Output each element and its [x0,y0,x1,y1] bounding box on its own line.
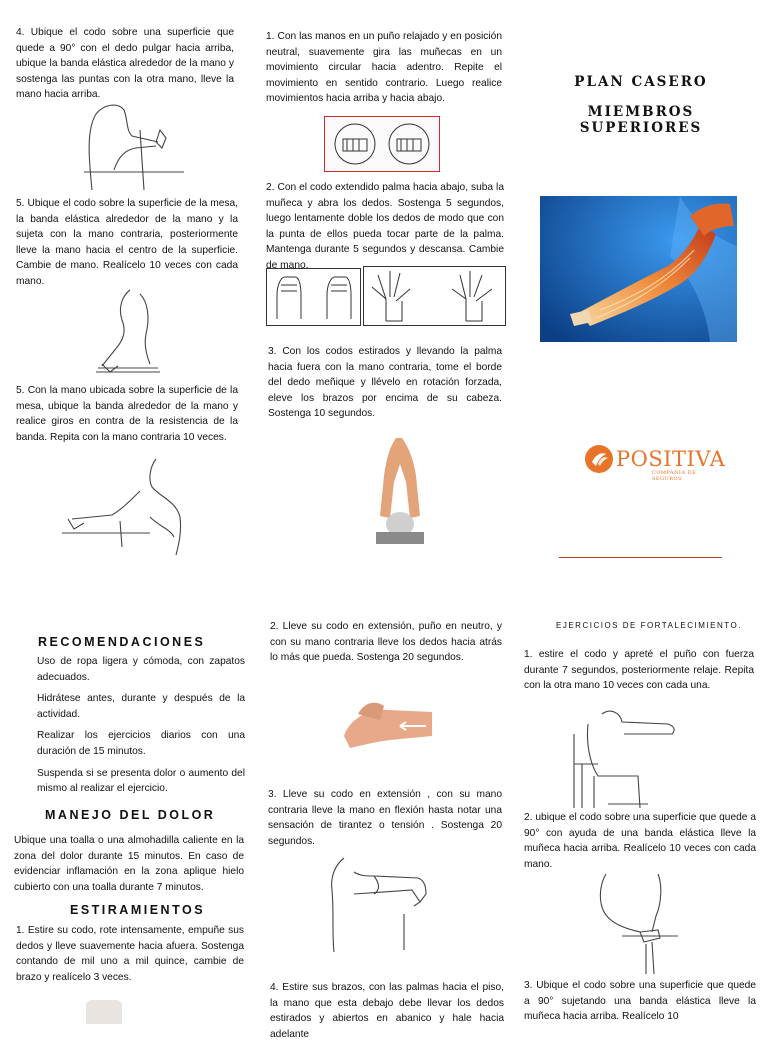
exercise-2-text: 2. Con el codo extendido palma hacia abajo, suba la muñeca y abra los dedos. Sostenga 5 segundos, luego lentamente doble los dedos de modo que con la punta de ellos pueda tocar parte de la palma. Mantenga durante 5 segundos y descansa. Cambie de mano. [266,182,504,271]
stretch-1-text: 1. Estire su codo, rote intensamente, empuñe sus dedos y lleve suavemente hacia afuera. Sostenga contando de mil uno a mil quince, cambie de brazo y realícelo 3 veces. [16,925,244,983]
divider-line [559,557,722,558]
exercise-4-text: 4. Ubique el codo sobre una superficie que quede a 90° con el dedo pulgar hacia arriba, ubique la banda elástica alrededor de la mano y sostenga las puntas con la otra mano, lleve la mano hacia arriba. [16,27,234,101]
pain-management-title: MANEJO DEL DOLOR [45,808,216,822]
arm-anatomy-image [540,196,737,342]
logo-name: POSITIVA [616,447,726,471]
strength-2-text: 2. ubique el codo sobre una superficie que quede a 90° con ayuda de una banda elástica lleve la muñeca hacia arriba. Realícelo 10 veces con cada mano. [524,812,756,870]
positiva-logo-icon [584,444,614,474]
recommendation-item: Uso de ropa ligera y cómoda, con zapatos adecuados. [37,656,245,683]
spread-fingers-image [363,266,506,326]
fists-icon [325,117,439,171]
positiva-logo [580,440,726,482]
exercise-1-text: 1. Con las manos en un puño relajado y en posición neutral, suavemente gira las muñecas en un movimiento circular hacia adentro. Repite el movimiento en sentido contrario. Luego realice movimientos hacia arriba y hacia abajo. [266,31,502,105]
stretching-title: ESTIRAMIENTOS [70,903,206,917]
stretch-photo-icon [86,1000,122,1024]
hands-icon [267,269,360,325]
stretch-4-text: 4. Estire sus brazos, con las palmas hacia el piso, la mano que esta debajo debe llevar los dedos estirados y abiertos en abanico y hale hacia adelante [270,982,504,1040]
strength-3-text: 3. Ubique el codo sobre una superficie que quede a 90° sujetando una banda elástica lleve la muñeca hacia arriba. Realícelo 10 [524,980,756,1023]
recommendations-list [12,654,245,803]
exercise-5a-text: 5. Ubique el codo sobre la superficie de la mesa, la banda elástica alrededor de la mano y la sujeta con la mano contraria, posteriormente lleve la mano hacia el centro de la superficie. Cambie de mano. Realícelo 10 veces con cada mano. [16,198,238,287]
band-wrist-raise-image [582,872,690,976]
recommendation-item: Hidrátese antes, durante y después de la actividad. [37,693,245,720]
chair-arm-extension-image [568,704,680,810]
logo-subtitle: COMPAÑÍA DE SEGUROS [652,470,697,482]
wrist-flexion-image [314,854,438,954]
spread-hands-icon [364,267,505,325]
exercise-3-text: 3. Con los codos estirados y llevando la palma hacia fuera con la mano contraria, tome el borde del dedo meñique y llévelo en rotación forzada, eleve los brazos por encima de su cabeza. Sostenga 10 segundos. [268,346,502,420]
strength-title: EJERCICIOS DE FORTALECIMIENTO. [556,621,742,630]
open-hands-image [266,268,361,326]
recommendation-item: Realizar los ejercicios diarios con una duración de 15 minutos. [37,730,245,757]
band-pull-exercise-icon [88,288,168,380]
rotation-band-exercise-icon [60,457,188,557]
pain-management-text: Ubique una toalla o una almohadilla caliente en la zona del dolor durante 15 minutos. En caso de evidenciar inflamación en la zona aplique hielo cubierto con una toalla durante 7 minutos. [14,835,244,893]
stretch-3-text: 3. Lleve su codo en extensión , con su mano contraria lleve la mano en flexión hasta notar una sensación de tirantez o tensión . Sostenga 20 segundos. [268,789,502,847]
finger-extension-image [340,696,434,754]
strength-1-text: 1. estire el codo y apreté el puño con fuerza durante 7 segundos, posteriormente relaje. Repita con la otra mano 10 veces con cada una. [524,649,754,692]
recommendation-item: Suspenda si se presenta dolor o aumento del mismo al realizar el ejercicio. [37,767,245,795]
recommendations-title: RECOMENDACIONES [38,635,206,649]
plan-subtitle: MIEMBROS SUPERIORES [579,104,703,136]
elbow-band-exercise-icon [74,100,194,192]
wrist-circles-image [324,116,440,172]
exercise-5b-text: 5. Con la mano ubicada sobre la superficie de la mesa, ubique la banda alrededor de la mano y realice giros en contra de la resistencia de la banda. Repita con la mano contraria 10 veces. [16,385,238,443]
plan-title: PLAN CASERO [574,74,708,90]
stretch-2-text: 2. Lleve su codo en extensión, puño en neutro, y con su mano contraria lleve los dedos hacia atrás lo más que pueda. Sostenga 20 segundos. [270,621,502,664]
overhead-stretch-image [368,436,432,544]
